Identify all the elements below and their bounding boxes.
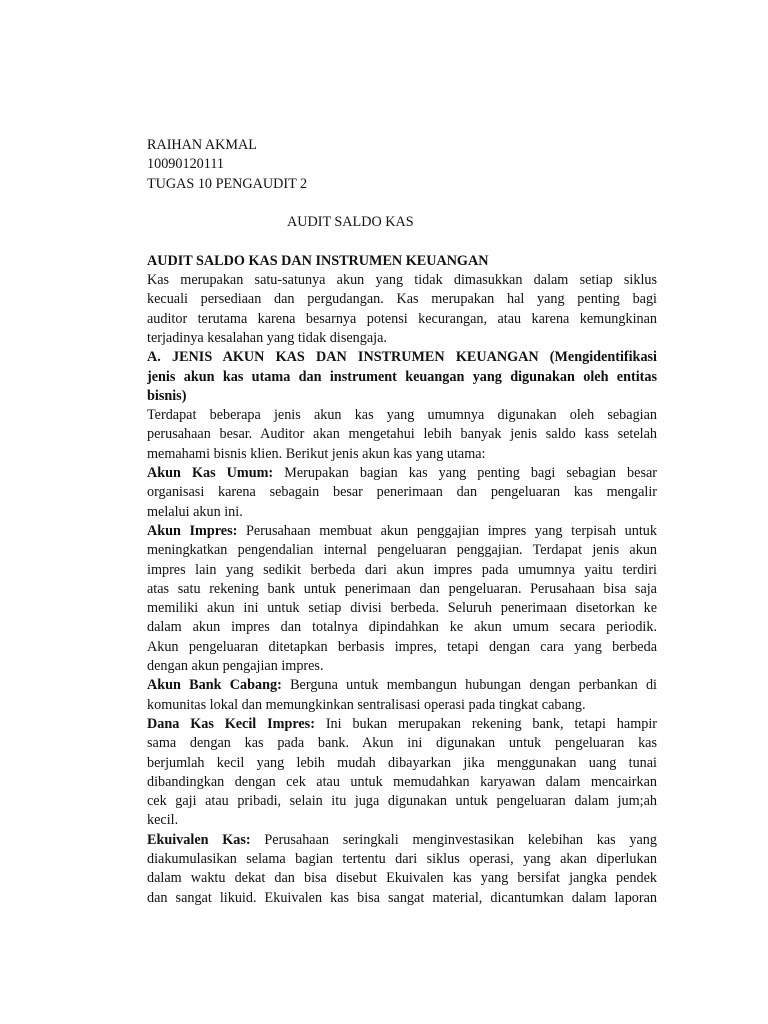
- document-body: [147, 136, 657, 908]
- intro-paragraph: Kas merupakan satu-satunya akun yang tidak dimasukkan dalam setiap siklus kecuali persediaan dan pergudangan. Kas merupakan hal yang penting bagi auditor terutama karena besarnya potensi kecurangan, atau karena kemungkinan terjadinya kesalahan yang tidak disengaja.: [147, 272, 657, 346]
- paragraph-jenis-akun: Terdapat beberapa jenis akun kas yang umumnya digunakan oleh sebagian perusahaan besar. Auditor akan mengetahui lebih banyak jenis saldo kass setelah memahami bisnis klien. Berikut jenis akun kas yang utama:: [147, 407, 657, 462]
- paragraph-ekuivalen-kas: Ekuivalen Kas: Perusahaan seringkali menginvestasikan kelebihan kas yang diakumulasikan selama bagian tertentu dari siklus operasi, yang akan diperlukan dalam waktu dekat dan bisa disebut Ekuivalen kas yang bersifat jangka pendek dan sangat likuid. Ekuivalen kas bisa sangat material, dicantumkan dalam laporan: [147, 831, 657, 906]
- section-heading: AUDIT SALDO KAS DAN INSTRUMEN KEUANGAN: [147, 252, 489, 269]
- student-id: 10090120111: [147, 156, 224, 173]
- assignment-title: TUGAS 10 PENGAUDIT 2: [147, 175, 308, 192]
- subheading-a: A. JENIS AKUN KAS DAN INSTRUMEN KEUANGAN (Mengidentifikasi jenis akun kas utama dan instrument keuangan yang digunakan oleh entitas bisnis): [147, 349, 657, 404]
- paragraph-akun-bank-cabang: Akun Bank Cabang: Berguna untuk membangun hubungan dengan perbankan di komunitas lokal dan memungkinkan sentralisasi operasi pada tingkat cabang.: [147, 677, 657, 713]
- author-name: RAIHAN AKMAL: [147, 137, 257, 153]
- paragraph-akun-kas-umum: Akun Kas Umum: Merupakan bagian kas yang penting bagi sebagian besar organisasi karena sebagain besar penerimaan dan pengeluaran kas mengalir melalui akun ini.: [147, 465, 657, 520]
- paragraph-akun-impres: Akun Impres: Perusahaan membuat akun penggajian impres yang terpisah untuk meningkatkan pengendalian internal pengeluaran penggajian. Terdapat jenis akun impres lain yang sedikit berbeda dari akun impres pada umumnya yaitu terdiri atas satu rekening bank untuk penerimaan dan pengeluaran. Perusahaan bisa saja memiliki akun ini untuk setiap divisi berbeda. Seluruh penerimaan disetorkan ke dalam akun impres dan totalnya dipindahkan ke akun umum secara periodik. Akun pengeluaran ditetapkan berbasis impres, tetapi dengan cara yang berbeda dengan akun pengajian impres.: [147, 522, 657, 675]
- paragraph-dana-kas-kecil: Dana Kas Kecil Impres: Ini bukan merupakan rekening bank, tetapi hampir sama dengan kas pada bank. Akun ini digunakan untuk pengeluaran kas berjumlah kecil yang lebih mudah dibayarkan jika menggunakan uang tunai dibandingkan dengan cek atau untuk memudahkan karyawan dalam mencairkan cek gaji atau pribadi, selain itu juga digunakan untuk pengeluaran dalam jum;ah kecil.: [147, 715, 657, 829]
- document-title: AUDIT SALDO KAS: [287, 214, 414, 231]
